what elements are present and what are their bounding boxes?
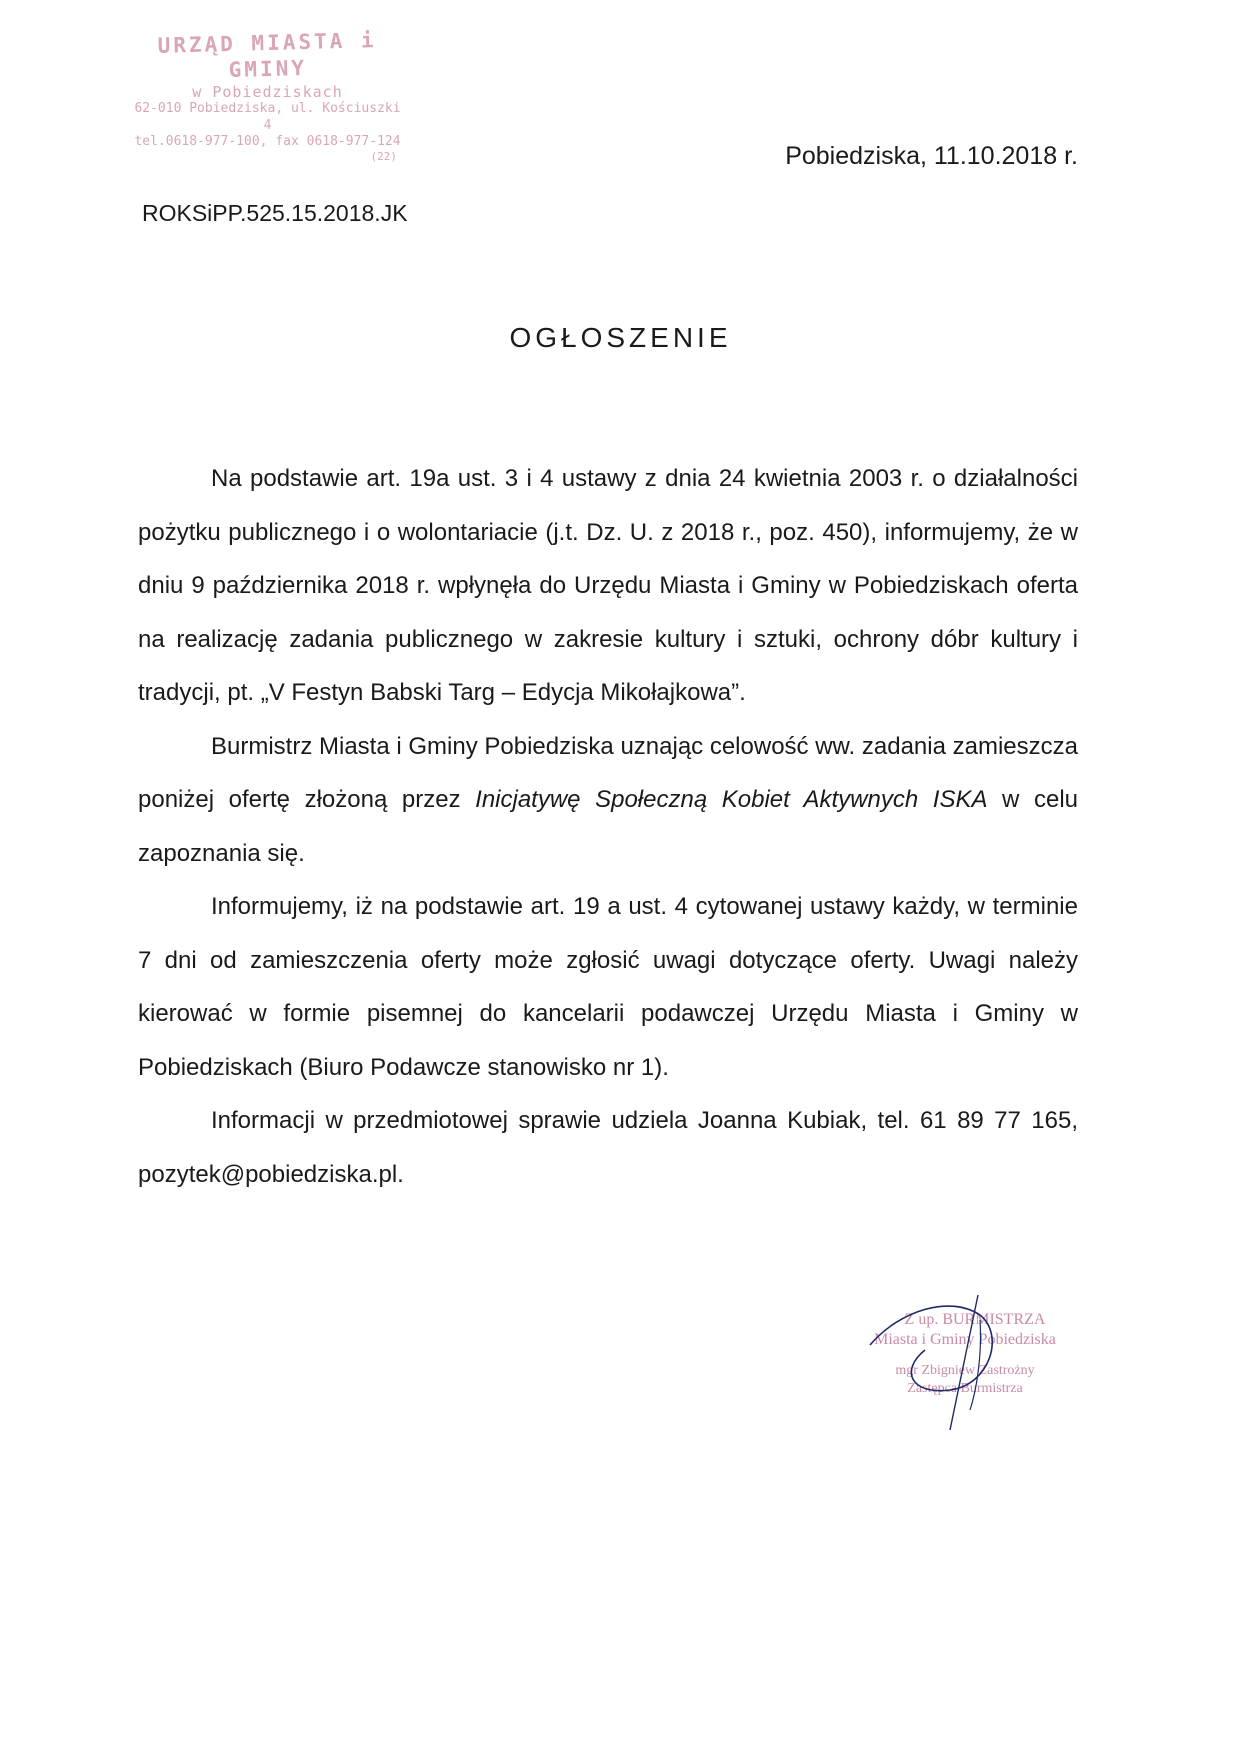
signature-stamp-position: Zastępca Burmistrza [907, 1380, 1023, 1396]
paragraph-offer-text-start: Burmistrz Miasta i Gminy Pobiedziska uznając celowość ww. zadania zamieszcza poniżej ofertę złożoną przez [138, 732, 1078, 813]
reference-number: ROKSiPP.525.15.2018.JK [142, 200, 408, 226]
paragraph-legal-basis: Na podstawie art. 19a ust. 3 i 4 ustawy z dnia 24 kwietnia 2003 r. o działalności pożytku publicznego i o wolontariacie (j.t. Dz. U. z 2018 r., poz. 450), informujemy, że w dniu 9 października 2018 r. wpłynęła do Urzędu Miasta i Gminy w Pobiedziskach oferta na realizację zadania publicznego w zakresie kultury i sztuki, ochrony dóbr kultury i tradycji, pt. „V Festyn Babski Targ – Edycja Mikołajkowa”. [138, 465, 1078, 706]
document-date: Pobiedziska, 11.10.2018 r. [785, 142, 1078, 170]
signature-block [840, 1290, 1090, 1440]
document-body [138, 452, 1078, 1201]
stamp-office-name: URZĄD MIASTA i GMINY [157, 28, 377, 83]
paragraph-offer [138, 720, 1078, 881]
signature-stamp-signer: mgr Zbigniew Zastrożny [895, 1363, 1035, 1378]
document-title: OGŁOSZENIE [509, 322, 732, 353]
signature-stamp-authority: Z up. BURMISTRZA [904, 1311, 1046, 1328]
stamp-address: 62-010 Pobiedziska, ul. Kościuszki 4 [134, 101, 401, 133]
paragraph-offer-text-end: w celu zapoznania się. [138, 786, 1078, 867]
stamp-number: (22) [370, 150, 397, 163]
paragraph-contact: Informacji w przedmiotowej sprawie udziela Joanna Kubiak, tel. 61 89 77 165, pozytek@pobiedziska.pl. [138, 1107, 1078, 1188]
stamp-office-location: w Pobiedziskach [192, 82, 343, 101]
stamp-phone-fax: tel.0618-977-100, fax 0618-977-124 [134, 133, 401, 149]
office-header-stamp [130, 30, 405, 164]
signature-stamp-office: Miasta i Gminy Pobiedziska [874, 1331, 1056, 1348]
handwritten-signature-icon [840, 1290, 1090, 1440]
organization-name: Inicjatywę Społeczną Kobiet Aktywnych ISKA [475, 786, 988, 813]
paragraph-comments: Informujemy, iż na podstawie art. 19 a ust. 4 cytowanej ustawy każdy, w terminie 7 dni od zamieszczenia oferty może zgłosić uwagi dotyczące oferty. Uwagi należy kierować w formie pisemnej do kancelarii podawczej Urzędu Miasta i Gminy w Pobiedziskach (Biuro Podawcze stanowisko nr 1). [138, 893, 1078, 1081]
